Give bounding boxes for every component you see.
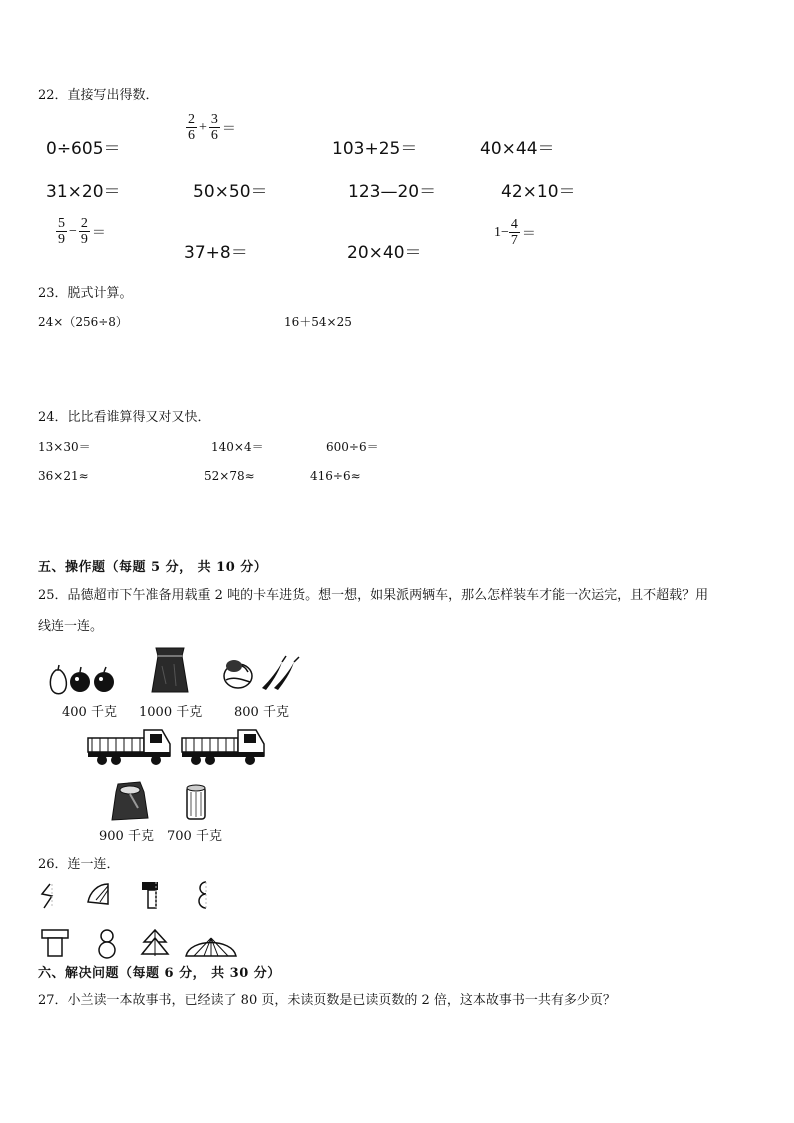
q22-fraction-item <box>494 217 538 248</box>
denominator: 7 <box>510 233 518 248</box>
item-weight-label: 1000 千克 <box>139 705 203 720</box>
item-weight-label: 700 千克 <box>167 829 222 844</box>
operand: 1− <box>494 224 509 240</box>
truck-icon[interactable] <box>180 724 270 766</box>
sack-icon <box>148 646 192 694</box>
truck-icon[interactable] <box>86 724 176 766</box>
item-weight-label: 900 千克 <box>99 829 154 844</box>
numerator: 2 <box>188 112 195 127</box>
q22-item: 0÷605＝ <box>46 139 121 159</box>
operator: − <box>69 223 77 239</box>
denominator: 9 <box>58 232 65 247</box>
numerator: 3 <box>210 112 218 127</box>
section-heading: 五、操作题（每题 5 分， 共 10 分） <box>38 560 268 575</box>
q24-item: 416÷6≈ <box>310 469 361 483</box>
fruit-icon <box>46 664 120 696</box>
section-heading: 六、解决问题（每题 6 分， 共 30 分） <box>38 966 281 981</box>
q22-item: 50×50＝ <box>193 182 268 202</box>
q22-item: 40×44＝ <box>480 139 555 159</box>
q22-item: 31×20＝ <box>46 182 121 202</box>
denominator: 6 <box>188 128 195 143</box>
q24-title: 24．比比看谁算得又对又快． <box>38 410 211 425</box>
q25-text-line: 线连一连。 <box>38 619 104 634</box>
half-umbrella-shape-icon[interactable] <box>86 882 112 908</box>
umbrella-shape-icon[interactable] <box>184 930 238 960</box>
q24-item: 140×4＝ <box>211 440 264 454</box>
q24-item: 600÷6＝ <box>326 440 379 454</box>
q26-title: 26．连一连． <box>38 857 120 872</box>
equals-sign: ＝ <box>91 225 106 241</box>
denominator: 6 <box>210 128 218 143</box>
q22-fraction-item <box>186 112 238 143</box>
operator: + <box>199 119 207 135</box>
half-house-shape-icon[interactable] <box>140 880 162 910</box>
q23-title: 23．脱式计算。 <box>38 286 133 301</box>
numerator: 4 <box>510 217 518 232</box>
barrel-icon <box>184 784 208 822</box>
q22-item: 37+8＝ <box>184 243 248 263</box>
q22-fraction-item <box>56 216 108 247</box>
item-weight-label: 400 千克 <box>62 705 117 720</box>
equals-sign: ＝ <box>221 121 236 137</box>
q22-item: 42×10＝ <box>501 182 576 202</box>
half-lightning-shape-icon[interactable] <box>38 882 60 910</box>
q22-item: 20×40＝ <box>347 243 422 263</box>
numerator: 5 <box>58 216 65 231</box>
q24-item: 52×78≈ <box>204 469 255 483</box>
q22-item: 103+25＝ <box>332 139 418 159</box>
numerator: 2 <box>80 216 88 231</box>
equals-sign: ＝ <box>521 226 536 242</box>
q24-item: 13×30＝ <box>38 440 91 454</box>
bag-icon <box>108 780 152 822</box>
item-weight-label: 800 千克 <box>234 705 289 720</box>
q22-item: 123—20＝ <box>348 182 437 202</box>
q25-text-line: 25．品德超市下午准备用载重 2 吨的卡车进货。想一想，如果派两辆车，那么怎样装车才能一次运完，且不超载？用 <box>38 588 709 603</box>
tree-shape-icon[interactable] <box>140 928 170 958</box>
vegetables-icon <box>220 654 302 692</box>
house-shape-icon[interactable] <box>40 928 70 958</box>
q24-item: 36×21≈ <box>38 469 89 483</box>
q22-title: 22．直接写出得数． <box>38 88 159 103</box>
snowman-shape-icon[interactable] <box>96 928 118 960</box>
q23-expression: 24×（256÷8） <box>38 315 128 329</box>
q23-expression: 16＋54×25 <box>284 315 352 329</box>
denominator: 9 <box>80 232 88 247</box>
half-snowman-shape-icon[interactable] <box>194 880 212 910</box>
q27-text: 27．小兰读一本故事书，已经读了 80 页，未读页数是已读页数的 2 倍，这本故事书一共有多少页？ <box>38 993 616 1008</box>
